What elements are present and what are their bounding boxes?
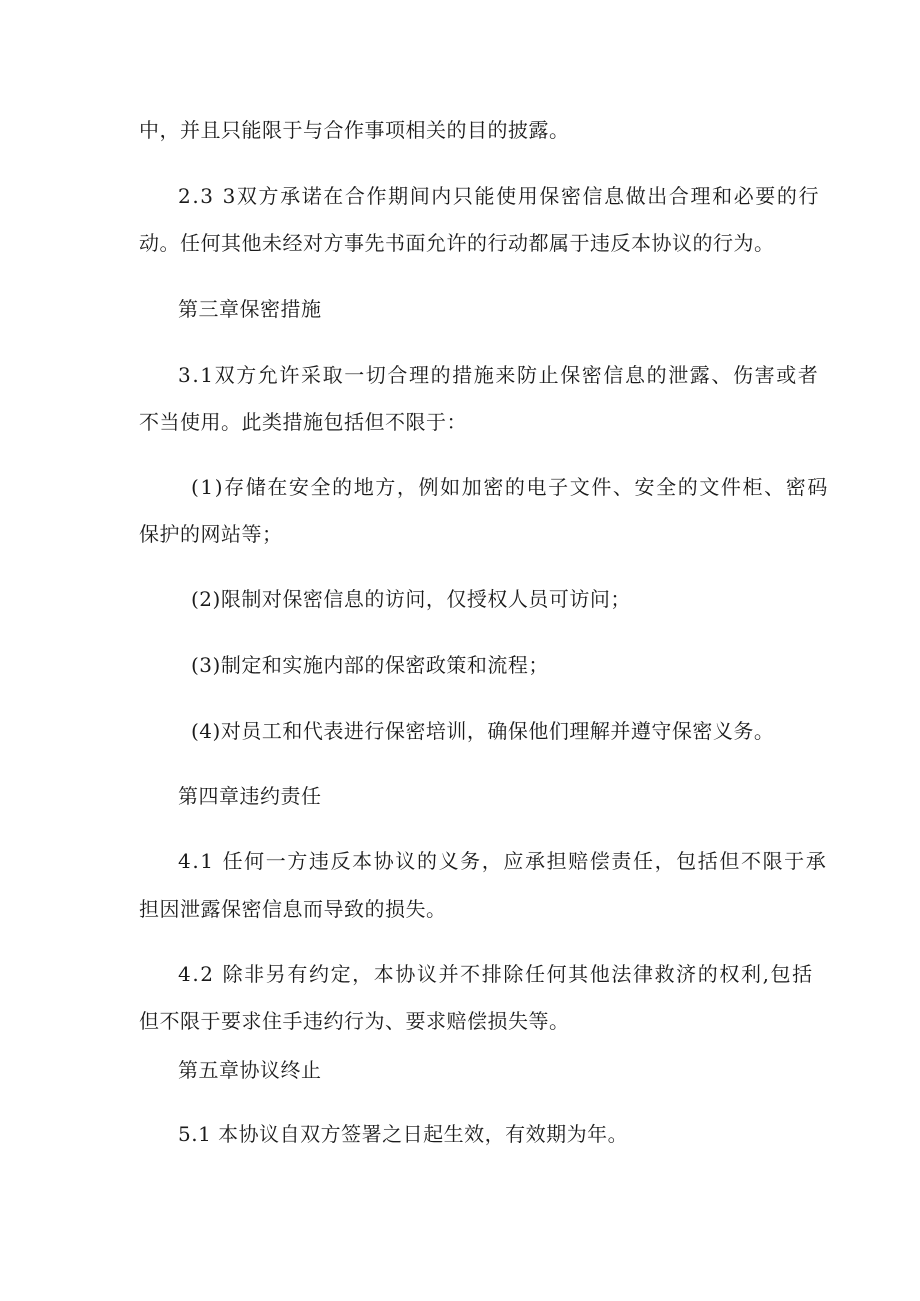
list-item-1: (1)存储在安全的地方，例如加密的电子文件、安全的文件柜、密码 xyxy=(191,475,829,499)
chapter-4-heading: 第四章违约责任 xyxy=(178,784,322,808)
clause-5-1: 5.1 本协议自双方签署之日起生效，有效期为年。 xyxy=(178,1122,629,1146)
chapter-5-heading: 第五章协议终止 xyxy=(178,1058,322,1082)
clause-4-2: 4.2 除非另有约定，本协议并不排除任何其他法律救济的权利,包括 xyxy=(178,962,814,986)
clause-3-1: 3.1双方允许采取一切合理的措施来防止保密信息的泄露、伤害或者 xyxy=(178,363,820,387)
text-line: 保护的网站等； xyxy=(139,522,283,546)
text-line: 中，并且只能限于与合作事项相关的目的披露。 xyxy=(139,118,570,142)
chapter-3-heading: 第三章保密措施 xyxy=(178,297,322,321)
text-line: 但不限于要求住手违约行为、要求赔偿损失等。 xyxy=(139,1009,570,1033)
text-line: 担因泄露保密信息而导致的损失。 xyxy=(139,897,447,921)
list-item-2: (2)限制对保密信息的访问，仅授权人员可访问； xyxy=(191,587,631,611)
list-item-3: (3)制定和实施内部的保密政策和流程； xyxy=(191,653,549,677)
clause-4-1: 4.1 任何一方违反本协议的义务，应承担赔偿责任，包括但不限于承 xyxy=(178,849,828,873)
clause-2-3-3: 2.3 3双方承诺在合作期间内只能使用保密信息做出合理和必要的行 xyxy=(178,184,821,208)
list-item-4: (4)对员工和代表进行保密培训，确保他们理解并遵守保密义务。 xyxy=(191,719,775,743)
text-line: 不当使用。此类措施包括但不限于： xyxy=(139,410,467,434)
text-line: 动。任何其他未经对方事先书面允许的行动都属于违反本协议的行为。 xyxy=(139,231,775,255)
